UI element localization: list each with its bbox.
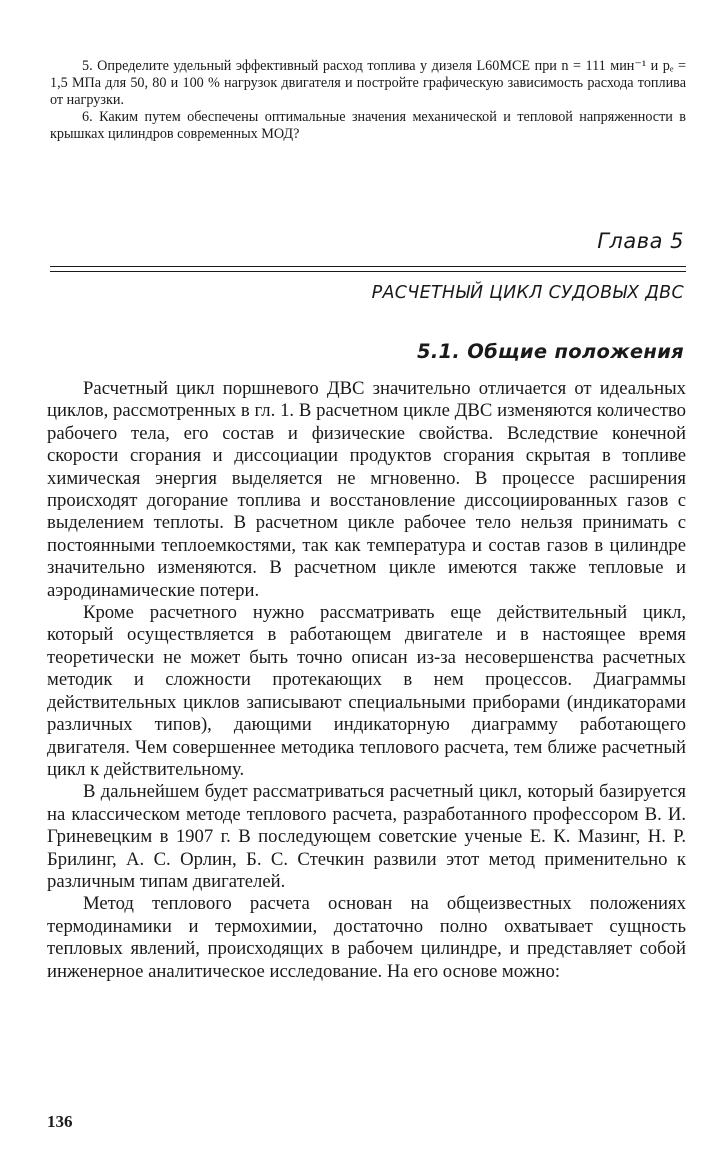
page-number: 136 [47,1112,73,1131]
paragraph-2: Кроме расчетного нужно рассматривать еще действительный цикл, который осуществляется в работающем двигателе и в настоящее время теоретически не может быть точно описан из-за несовершенства расчетных методик и сложности протекающих в нем процессов. Диаграммы действительных циклов записывают специальными приборами (индикаторами различных типов), дающими индикаторную диаграмму работающего двигателя. Чем совершеннее методика теплового расчета, тем ближе расчетный цикл к действительному. [47,602,686,780]
chapter-rule-bottom [50,271,686,272]
paragraph-3: В дальнейшем будет рассматриваться расчетный цикл, который базируется на классическом методе теплового расчета, разработанного профессором В. И. Гриневецким в 1907 г. В последующем советские ученые Е. К. Мазинг, Н. Р. Брилинг, А. С. Орлин, Б. С. Стечкин развили этот метод применительно к различным типам двигателей. [47,781,686,892]
paragraph-4: Метод теплового расчета основан на общеизвестных положениях термодинамики и термохимии, достаточно полно охватывает сущность тепловых явлений, происходящих в рабочем цилиндре, и представляет собой инженерное аналитическое исследование. На его основе можно: [47,893,686,982]
body-text [47,378,686,983]
question-5: 5. Определите удельный эффективный расход топлива у дизеля L60MCE при n = 111 мин⁻¹ и pₑ = 1,5 МПа для 50, 80 и 100 % нагрузок двигателя и постройте графическую зависимость расхода топлива от нагрузки. [50,58,686,108]
chapter-rule-top [50,266,686,267]
review-questions [50,58,686,143]
chapter-title: РАСЧЕТНЫЙ ЦИКЛ СУДОВЫХ ДВС [371,283,684,303]
paragraph-1: Расчетный цикл поршневого ДВС значительно отличается от идеальных циклов, рассмотренных в гл. 1. В расчетном цикле ДВС изменяются количество рабочего тела, его состав и физические свойства. Вследствие конечной скорости сгорания и диссоциации продуктов сгорания скрытая в топливе химическая энергия выделяется не мгновенно. В процессе расширения происходят догорание топлива и восстановление диссоциированных газов с выделением теплоты. В расчетном цикле рабочее тело нельзя принимать с постоянными теплоемкостями, так как температура и состав газов в цилиндре значительно изменяются. В расчетном цикле имеются также тепловые и аэродинамические потери. [47,378,686,601]
chapter-label: Глава 5 [597,229,684,253]
question-6: 6. Каким путем обеспечены оптимальные значения механической и тепловой напряженности в крышках цилиндров современных МОД? [50,109,686,142]
section-title: 5.1. Общие положения [416,340,684,363]
